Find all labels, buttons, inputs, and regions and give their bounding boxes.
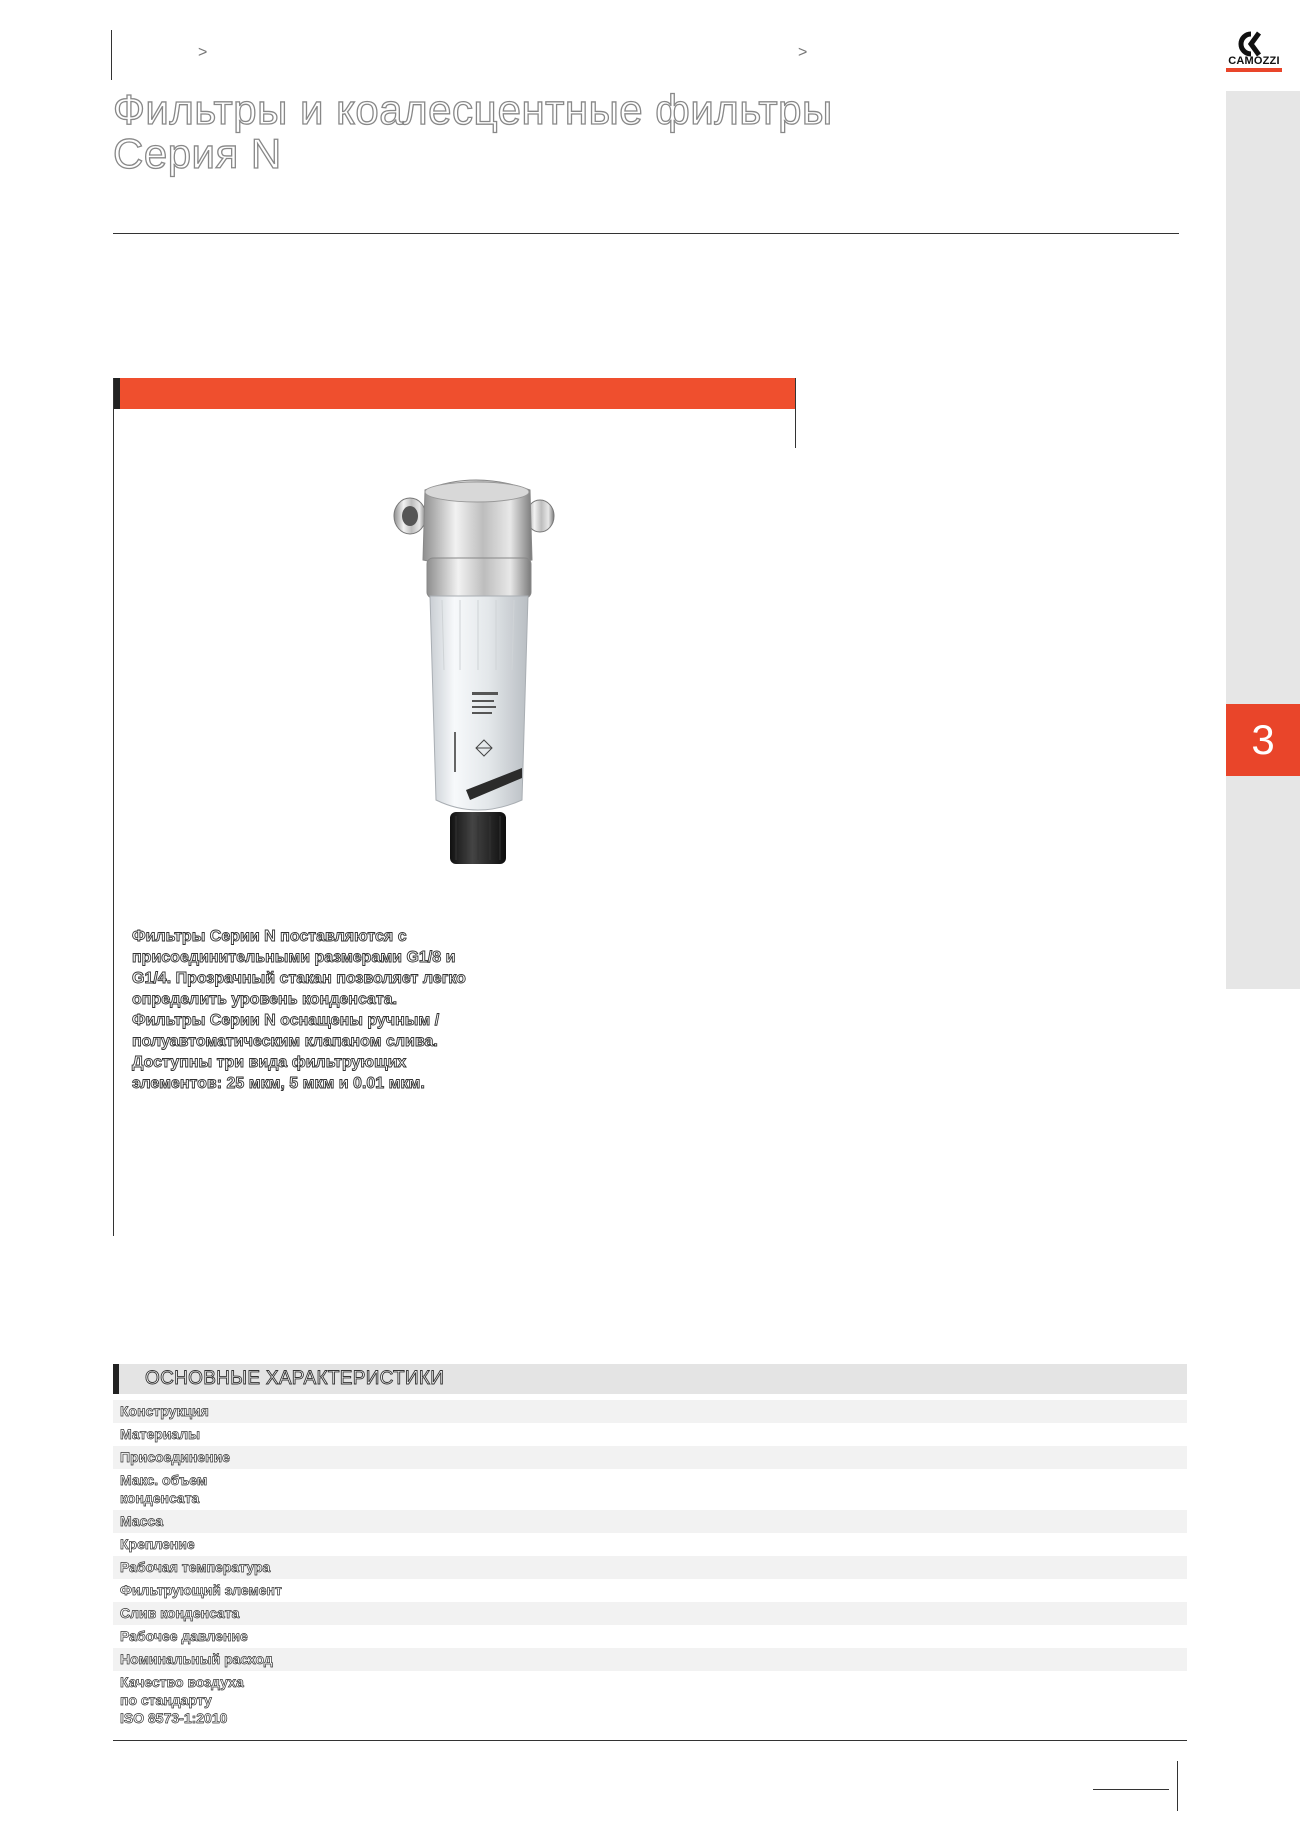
characteristics-title: ОСНОВНЫЕ ХАРАКТЕРИСТИКИ [145, 1368, 445, 1389]
characteristics-header-mark [113, 1364, 119, 1394]
product-header-mark [113, 378, 120, 409]
breadcrumb-separator: > [198, 44, 208, 61]
table-row: Фильтрующий элемент [120, 1582, 282, 1598]
table-row: Номинальный расход [113, 1648, 1187, 1671]
filter-product-image [380, 470, 570, 882]
title-rule [113, 233, 1179, 234]
characteristics-table [113, 1400, 1187, 1730]
product-header-bar [113, 378, 796, 409]
table-bottom-rule [113, 1740, 1187, 1741]
panel-left-border [113, 378, 114, 1236]
brand-name: CAMOZZI [1228, 55, 1280, 67]
product-description: Фильтры Серии N поставляются с присоединительными размерами G1/8 и G1/4. Прозрачный стакан позволяет легко определить уровень конденсата. Фильтры Серии N оснащены ручным / полуавтоматическим клапаном слива. Доступны три вида фильтрующих элементов: 25 мкм, 5 мкм и 0.01 мкм. [132, 928, 466, 1092]
table-row: Конструкция [113, 1400, 1187, 1423]
table-row: Качество воздуха по стандарту ISO 8573-1:2010 [120, 1674, 244, 1726]
panel-right-border [795, 378, 796, 448]
table-row: Крепление [120, 1536, 195, 1552]
table-row: Рабочее давление [120, 1628, 248, 1644]
table-row: Присоединение [113, 1446, 1187, 1469]
table-row: Рабочая температура [113, 1556, 1187, 1579]
table-row: Макс. объем конденсата [120, 1472, 208, 1506]
footer-divider [1177, 1761, 1178, 1811]
breadcrumb-separator: > [798, 44, 808, 61]
table-row: Масса [113, 1510, 1187, 1533]
brand-bar [1226, 68, 1282, 72]
footer-rule [1093, 1789, 1169, 1790]
page-title: Фильтры и коалесцентные фильтры Серия N [113, 86, 833, 177]
section-number[interactable]: 3 [1226, 704, 1300, 776]
section-side-tab [1226, 91, 1300, 989]
header-divider [111, 30, 112, 80]
table-row: Слив конденсата [113, 1602, 1187, 1625]
table-row: Материалы [120, 1426, 201, 1442]
